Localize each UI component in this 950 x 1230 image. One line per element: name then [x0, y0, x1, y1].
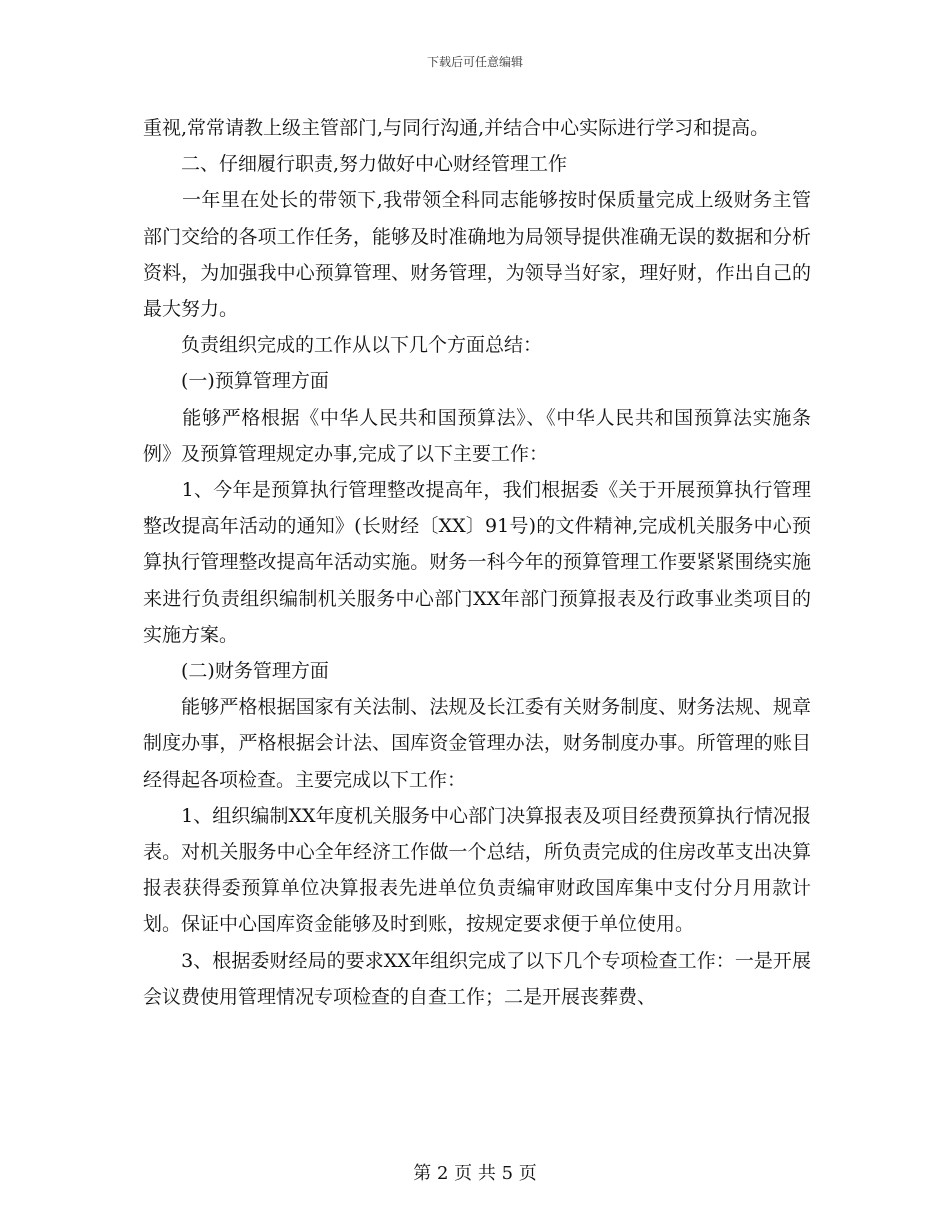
subsection-heading-budget: (一)预算管理方面	[143, 370, 329, 393]
paragraph: 能够严格根据国家有关法制、法规及长江委有关财务制度、财务法规、规章制度办事，严格根据会计法、国库资金管理办法，财务制度办事。所管理的账目经得起各项检查。主要完成以下工作：	[143, 696, 811, 791]
page-number: 第 2 页 共 5 页	[413, 1163, 537, 1184]
paragraph: 1、组织编制XX年度机关服务中心部门决算报表及项目经费预算执行情况报表。对机关服务中心全年经济工作做一个总结，所负责完成的住房改革支出决算报表获得委预算单位决算报表先进单位负责编审财政国库集中支付分月用款计划。保证中心国库资金能够及时到账，按规定要求便于单位使用。	[143, 804, 811, 936]
paragraph: 一年里在处长的带领下,我带领全科同志能够按时保质量完成上级财务主管部门交给的各项工作任务，能够及时准确地为局领导提供准确无误的数据和分析资料，为加强我中心预算管理、财务管理，为领导当好家，理好财，作出自己的最大努力。	[143, 189, 811, 321]
page-header: 下载后可任意编辑	[426, 55, 523, 69]
paragraph-continuation: 重视,常常请教上级主管部门,与同行沟通,并结合中心实际进行学习和提高。	[143, 117, 770, 139]
paragraph: 3、根据委财经局的要求XX年组织完成了以下几个专项检查工作：一是开展会议费使用管理情况专项检查的自查工作；二是开展丧葬费、	[143, 949, 811, 1008]
document-body	[143, 110, 811, 1015]
paragraph: 能够严格根据《中华人民共和国预算法》、《中华人民共和国预算法实施条例》及预算管理规定办事,完成了以下主要工作：	[143, 406, 811, 465]
section-heading-2: 二、仔细履行职责,努力做好中心财经管理工作	[143, 153, 568, 176]
paragraph: 负责组织完成的工作从以下几个方面总结：	[143, 334, 543, 357]
paragraph: 1、今年是预算执行管理整改提高年，我们根据委《关于开展预算执行管理整改提高年活动的通知》(长财经〔XX〕91号)的文件精神,完成机关服务中心预算执行管理整改提高年活动实施。财务一科今年的预算管理工作要紧紧围绕实施来进行负责组织编制机关服务中心部门XX年部门预算报表及行政事业类项目的实施方案。	[143, 479, 811, 646]
subsection-heading-finance: (二)财务管理方面	[143, 660, 329, 683]
